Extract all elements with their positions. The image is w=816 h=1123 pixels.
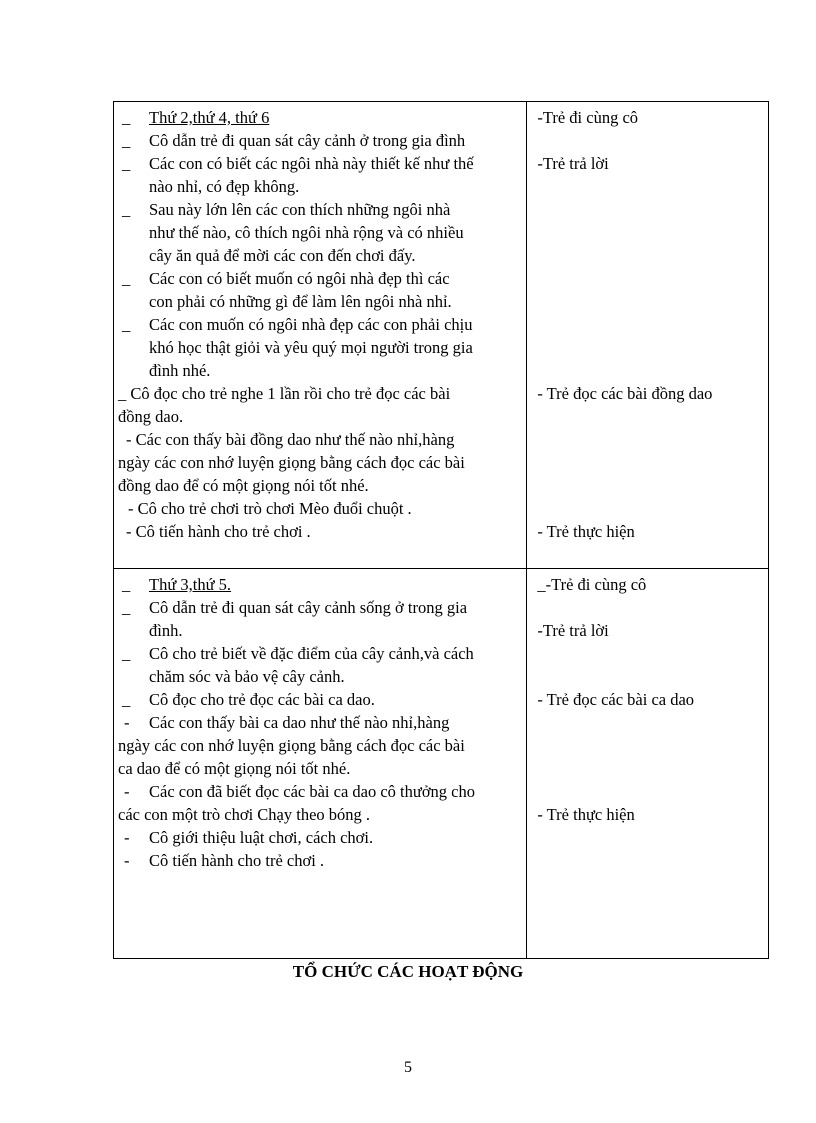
section1-day-label: Thứ 2,thứ 4, thứ 6	[149, 108, 270, 127]
section1-child-activity: - Trẻ đọc các bài đồng dao	[537, 384, 713, 403]
section2-activity-line: đình.	[149, 621, 183, 640]
section2-day-label: Thứ 3,thứ 5.	[149, 575, 232, 594]
section2-child-activity: _-Trẻ đi cùng cô	[537, 575, 647, 594]
bullet-marker: -	[124, 782, 130, 801]
bullet-marker: -	[124, 851, 130, 870]
bullet-marker: _	[122, 108, 131, 127]
section1-activity-line: _ Cô đọc cho trẻ nghe 1 lần rồi cho trẻ đọc các bài	[118, 384, 451, 403]
section1-child-activity: - Trẻ thực hiện	[537, 522, 635, 541]
section1-activity-line: đồng dao.	[118, 407, 184, 426]
section1-children-cell	[527, 102, 769, 569]
section2-activity-line: Cô cho trẻ biết về đặc điểm của cây cảnh,và cách	[149, 644, 474, 663]
section1-activity-line: con phải có những gì để làm lên ngôi nhà nhỉ.	[149, 292, 452, 311]
bullet-marker: -	[124, 713, 130, 732]
section2-activity-line: Các con đã biết đọc các bài ca dao cô thưởng cho	[149, 782, 475, 801]
section1-child-activity: -Trẻ đi cùng cô	[537, 108, 639, 127]
section2-activities-cell	[114, 569, 527, 959]
section2-child-activity: - Trẻ đọc các bài ca dao	[537, 690, 695, 709]
section2-child-activity: - Trẻ thực hiện	[537, 805, 635, 824]
section2-child-activity: -Trẻ trả lời	[537, 621, 609, 640]
section2-children-cell	[527, 569, 769, 959]
section1-child-activity: -Trẻ trả lời	[537, 154, 609, 173]
section1-activity-line: đình nhé.	[149, 361, 211, 380]
section1-activity-line: Các con muốn có ngôi nhà đẹp các con phải chịu	[149, 315, 473, 334]
section1-activity-line: nào nhỉ, có đẹp không.	[149, 177, 300, 196]
activity-table	[113, 101, 769, 959]
section2-activity-line: ca dao để có một giọng nói tốt nhé.	[118, 759, 351, 778]
section1-activity-line: - Cô cho trẻ chơi trò chơi Mèo đuổi chuột .	[128, 499, 412, 518]
section1-activity-line: Sau này lớn lên các con thích những ngôi nhà	[149, 200, 451, 219]
bullet-marker: _	[122, 154, 131, 173]
section1-activity-line: Các con có biết muốn có ngôi nhà đẹp thì các	[149, 269, 450, 288]
section1-activity-line: - Cô tiến hành cho trẻ chơi .	[126, 522, 311, 541]
bullet-marker: _	[122, 690, 131, 709]
bullet-marker: _	[122, 575, 131, 594]
section2-activity-line: Các con thấy bài ca dao như thế nào nhỉ,hàng	[149, 713, 450, 732]
table-row	[114, 569, 769, 959]
section1-activity-line: - Các con thấy bài đồng dao như thế nào nhỉ,hàng	[126, 430, 455, 449]
table-row	[114, 102, 769, 569]
section1-activities-cell	[114, 102, 527, 569]
section2-activity-line: ngày các con nhớ luyện giọng bằng cách đọc các bài	[118, 736, 465, 755]
section2-activity-line: các con một trò chơi Chạy theo bóng .	[118, 805, 371, 824]
bullet-marker: _	[122, 131, 131, 150]
section2-activity-line: chăm sóc và bảo vệ cây cảnh.	[149, 667, 345, 686]
section1-activity-line: Cô dẫn trẻ đi quan sát cây cảnh ở trong gia đình	[149, 131, 466, 150]
bullet-marker: _	[122, 315, 131, 334]
page-number: 5	[404, 1059, 412, 1076]
section2-activity-line: Cô dẫn trẻ đi quan sát cây cảnh sống ở trong gia	[149, 598, 468, 617]
bullet-marker: _	[122, 598, 131, 617]
section1-activity-line: cây ăn quả để mời các con đến chơi đấy.	[149, 246, 416, 265]
section2-activity-line: Cô đọc cho trẻ đọc các bài ca dao.	[149, 690, 375, 709]
section1-activity-line: ngày các con nhớ luyện giọng bằng cách đọc các bài	[118, 453, 465, 472]
section2-activity-line: Cô tiến hành cho trẻ chơi .	[149, 851, 325, 870]
bullet-marker: _	[122, 269, 131, 288]
section1-activity-line: khó học thật giỏi và yêu quý mọi người trong gia	[149, 338, 473, 357]
section-heading: TỔ CHỨC CÁC HOẠT ĐỘNG	[292, 962, 524, 981]
section1-activity-line: đồng dao để có một giọng nói tốt nhé.	[118, 476, 369, 495]
bullet-marker: _	[122, 200, 131, 219]
bullet-marker: -	[124, 828, 130, 847]
section1-activity-line: Các con có biết các ngôi nhà này thiết kế như thế	[149, 154, 474, 173]
section2-activity-line: Cô giới thiệu luật chơi, cách chơi.	[149, 828, 374, 847]
section1-activity-line: như thế nào, cô thích ngôi nhà rộng và có nhiều	[149, 223, 464, 242]
bullet-marker: _	[122, 644, 131, 663]
